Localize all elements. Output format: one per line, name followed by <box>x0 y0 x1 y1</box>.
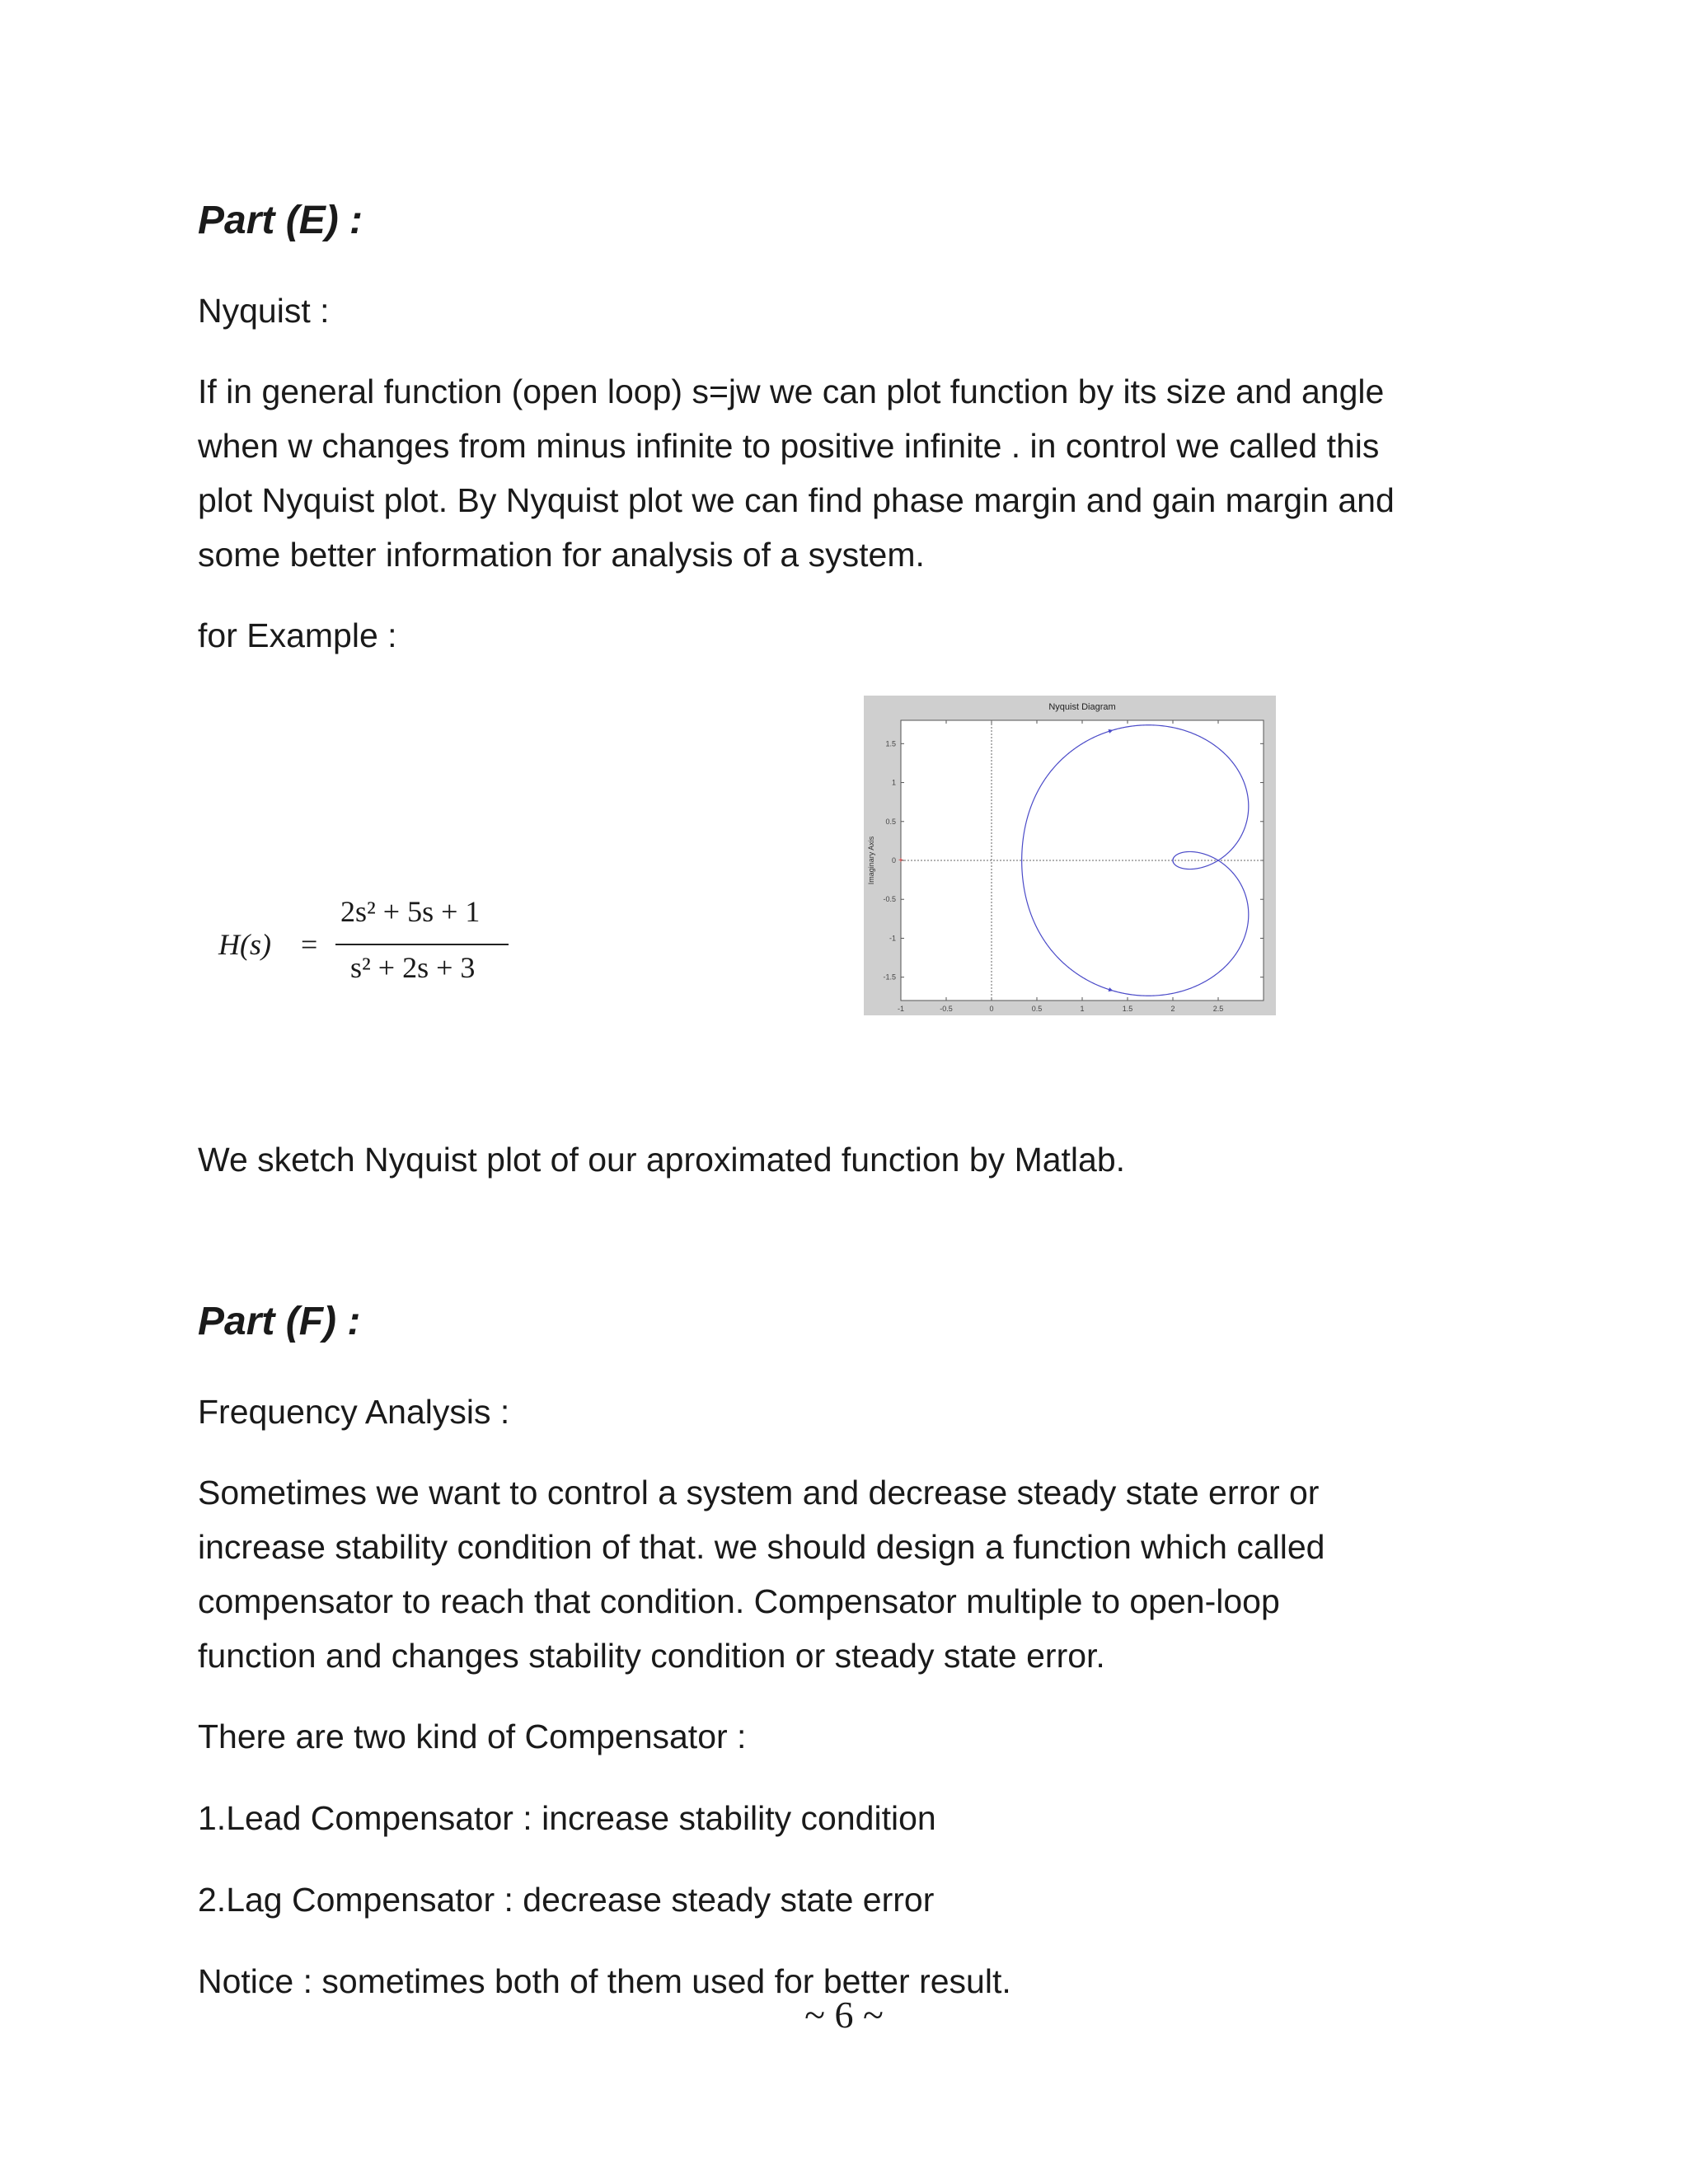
x-tick-label: 0.5 <box>1031 1005 1043 1013</box>
formula-denominator: s² + 2s + 3 <box>350 951 476 984</box>
paragraph-line: Sometimes we want to control a system and decrease steady state error or <box>198 1474 1320 1511</box>
nyquist-figure <box>864 696 1276 1015</box>
part-f-heading: Part (F) : <box>198 1300 361 1343</box>
frequency-paragraph <box>198 1465 1484 1683</box>
lead-compensator-item: 1.Lead Compensator : increase stability condition <box>198 1799 936 1837</box>
paragraph-line: If in general function (open loop) s=jw we can plot function by its size and angle <box>198 373 1385 410</box>
y-tick-label: -1 <box>889 934 896 943</box>
paragraph-line: function and changes stability condition or steady state error. <box>198 1637 1105 1675</box>
paragraph-line: plot Nyquist plot. By Nyquist plot we can find phase margin and gain margin and <box>198 481 1395 519</box>
x-tick-label: -1 <box>897 1005 905 1013</box>
fraction-bar <box>335 944 509 945</box>
x-tick-label: 1.5 <box>1122 1005 1133 1013</box>
formula-equals: = <box>301 928 318 961</box>
y-axis-label: Imaginary Axis <box>867 836 875 885</box>
paragraph-line: compensator to reach that condition. Compensator multiple to open-loop <box>198 1582 1280 1620</box>
y-tick-label: 0.5 <box>885 817 896 826</box>
x-tick-label: 2 <box>1170 1005 1175 1013</box>
y-tick-label: -1.5 <box>883 972 896 982</box>
notice-text: Notice : sometimes both of them used for better result. <box>198 1962 1011 2000</box>
after-figure-text: We sketch Nyquist plot of our aproximated function by Matlab. <box>198 1141 1126 1179</box>
page-number: ~ 6 ~ <box>804 1994 884 2036</box>
critical-point-marker: + <box>898 856 903 865</box>
transfer-function-formula <box>218 894 532 1001</box>
chart-title: Nyquist Diagram <box>1048 702 1116 712</box>
formula-numerator: 2s² + 5s + 1 <box>340 895 481 928</box>
paragraph-line: some better information for analysis of a system. <box>198 536 925 574</box>
part-e-heading: Part (E) : <box>198 199 363 242</box>
example-label: for Example : <box>198 616 397 654</box>
y-tick-label: 1 <box>891 778 896 787</box>
x-tick-label: 0 <box>989 1005 994 1013</box>
formula-lhs: H(s) <box>218 928 271 961</box>
paragraph-line: increase stability condition of that. we should design a function which called <box>198 1528 1325 1566</box>
lag-compensator-item: 2.Lag Compensator : decrease steady state error <box>198 1881 935 1919</box>
x-tick-label: 1 <box>1080 1005 1085 1013</box>
nyquist-paragraph <box>198 364 1484 582</box>
paragraph-line: when w changes from minus infinite to positive infinite . in control we called this <box>198 427 1380 465</box>
nyquist-chart <box>864 696 1276 1015</box>
nyquist-subheading: Nyquist : <box>198 292 330 330</box>
frequency-analysis-subheading: Frequency Analysis : <box>198 1393 510 1431</box>
x-tick-label: -0.5 <box>940 1005 953 1013</box>
y-tick-label: 0 <box>891 856 896 865</box>
y-tick-label: -0.5 <box>883 895 896 904</box>
x-tick-label: 2.5 <box>1212 1005 1224 1013</box>
kinds-intro: There are two kind of Compensator : <box>198 1718 747 1755</box>
y-tick-label: 1.5 <box>885 739 896 748</box>
